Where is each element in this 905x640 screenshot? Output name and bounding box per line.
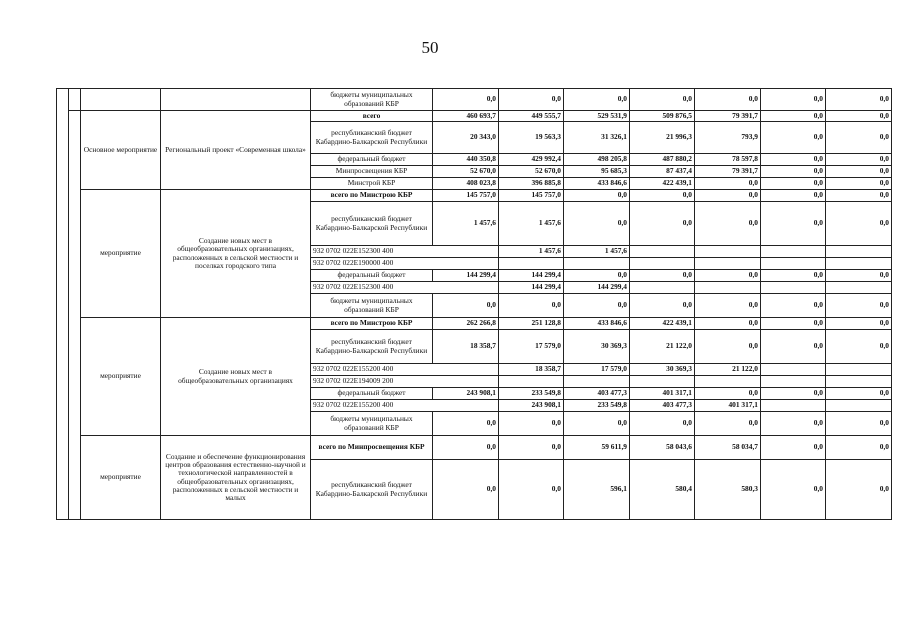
value-cell: 1 457,6 [499,246,564,258]
budget-code-cell: 932 0702 022E152300 400 [311,282,499,294]
value-cell: 580,3 [695,460,761,520]
value-cell: 0,0 [761,318,826,330]
value-cell: 0,0 [826,178,892,190]
value-cell: 0,0 [826,412,892,436]
value-cell: 243 908,1 [499,400,564,412]
event-type-cell: Основное мероприятие [81,111,161,190]
value-cell [761,364,826,376]
event-description-cell: Создание новых мест в общеобразовательных организациях [161,318,311,436]
value-cell: 17 579,0 [499,330,564,364]
value-cell [761,400,826,412]
funding-source-cell: республиканский бюджет Кабардино-Балкарской Республики [311,202,433,246]
value-cell [695,376,761,388]
value-cell: 0,0 [630,89,695,111]
value-cell: 0,0 [499,412,564,436]
value-cell: 145 757,0 [433,190,499,202]
value-cell: 79 391,7 [695,166,761,178]
value-cell [695,246,761,258]
value-cell: 79 391,7 [695,111,761,122]
value-cell: 401 317,1 [695,400,761,412]
value-cell: 498 205,8 [564,154,630,166]
value-cell: 0,0 [695,412,761,436]
value-cell: 449 555,7 [499,111,564,122]
value-cell: 0,0 [826,330,892,364]
value-cell: 144 299,4 [433,270,499,282]
value-cell: 0,0 [630,412,695,436]
value-cell [826,400,892,412]
funding-source-cell: федеральный бюджет [311,388,433,400]
value-cell: 19 563,3 [499,122,564,154]
value-cell: 95 685,3 [564,166,630,178]
value-cell: 403 477,3 [630,400,695,412]
value-cell: 58 043,6 [630,436,695,460]
value-cell: 52 670,0 [433,166,499,178]
value-cell: 0,0 [761,89,826,111]
value-cell: 0,0 [761,294,826,318]
value-cell [761,376,826,388]
value-cell: 0,0 [761,166,826,178]
value-cell: 433 846,6 [564,178,630,190]
value-cell [695,258,761,270]
value-cell: 144 299,4 [564,282,630,294]
budget-table [56,88,892,520]
value-cell: 433 846,6 [564,318,630,330]
budget-code-cell: 932 0702 022E190000 400 [311,258,499,270]
value-cell: 0,0 [761,388,826,400]
value-cell: 0,0 [564,89,630,111]
value-cell: 0,0 [761,178,826,190]
value-cell [564,376,630,388]
value-cell [695,282,761,294]
event-type-cell: мероприятие [81,436,161,520]
value-cell: 30 369,3 [630,364,695,376]
value-cell: 0,0 [761,122,826,154]
value-cell: 0,0 [499,294,564,318]
value-cell: 0,0 [564,412,630,436]
value-cell [630,282,695,294]
value-cell: 0,0 [695,318,761,330]
value-cell: 0,0 [433,436,499,460]
value-cell: 59 611,9 [564,436,630,460]
value-cell: 1 457,6 [564,246,630,258]
table-row [57,111,892,122]
value-cell: 0,0 [761,111,826,122]
value-cell [761,282,826,294]
value-cell [826,364,892,376]
value-cell: 580,4 [630,460,695,520]
value-cell [761,258,826,270]
value-cell: 20 343,0 [433,122,499,154]
value-cell: 0,0 [695,330,761,364]
value-cell [564,258,630,270]
value-cell: 408 023,8 [433,178,499,190]
value-cell: 243 908,1 [433,388,499,400]
event-description-cell: Создание и обеспечение функционирования центров образования естественно-научной и технологической направленностей в общеобразовательных организациях, расположенных в сельской местности и малых [161,436,311,520]
value-cell: 0,0 [761,460,826,520]
funding-source-cell: федеральный бюджет [311,270,433,282]
table-row [57,89,892,111]
value-cell: 0,0 [761,412,826,436]
value-cell [826,258,892,270]
value-cell: 144 299,4 [499,282,564,294]
funding-source-cell: бюджеты муниципальных образований КБР [311,294,433,318]
value-cell: 0,0 [761,202,826,246]
value-cell [630,258,695,270]
value-cell [761,246,826,258]
value-cell: 0,0 [564,270,630,282]
funding-source-cell: республиканский бюджет Кабардино-Балкарской Республики [311,122,433,154]
value-cell: 422 439,1 [630,318,695,330]
event-description-cell: Региональный проект «Современная школа» [161,111,311,190]
value-cell: 0,0 [695,294,761,318]
table-row [57,190,892,202]
value-cell: 0,0 [826,318,892,330]
desc-cell [161,89,311,111]
funding-source-cell: республиканский бюджет Кабардино-Балкарской Республики [311,330,433,364]
value-cell: 509 876,5 [630,111,695,122]
value-cell: 0,0 [695,202,761,246]
value-cell [499,376,564,388]
funding-source-cell: всего [311,111,433,122]
value-cell: 440 350,8 [433,154,499,166]
event-type-cell: мероприятие [81,318,161,436]
funding-source-cell: всего по Минпросвещения КБР [311,436,433,460]
funding-source-cell: республиканский бюджет Кабардино-Балкарской Республики [311,460,433,520]
value-cell: 0,0 [433,412,499,436]
budget-code-cell: 932 0702 022E152300 400 [311,246,499,258]
value-cell: 0,0 [761,154,826,166]
value-cell: 0,0 [826,460,892,520]
value-cell: 401 317,1 [630,388,695,400]
value-cell: 422 439,1 [630,178,695,190]
value-cell: 17 579,0 [564,364,630,376]
value-cell: 58 034,7 [695,436,761,460]
event-type-cell: мероприятие [81,190,161,318]
value-cell: 21 122,0 [695,364,761,376]
event-description-cell: Создание новых мест в общеобразовательных организациях, расположенных в сельской местности и поселках городского типа [161,190,311,318]
funding-source-cell: Минстрой КБР [311,178,433,190]
value-cell: 251 128,8 [499,318,564,330]
value-cell: 78 597,8 [695,154,761,166]
value-cell: 145 757,0 [499,190,564,202]
value-cell: 0,0 [761,190,826,202]
value-cell: 596,1 [564,460,630,520]
value-cell: 0,0 [630,270,695,282]
value-cell: 262 266,8 [433,318,499,330]
value-cell: 0,0 [826,190,892,202]
value-cell: 0,0 [761,436,826,460]
value-cell: 21 996,3 [630,122,695,154]
value-cell: 52 670,0 [499,166,564,178]
value-cell [630,376,695,388]
value-cell: 31 326,1 [564,122,630,154]
value-cell: 487 880,2 [630,154,695,166]
budget-code-cell: 932 0702 022E155200 400 [311,364,499,376]
value-cell: 0,0 [695,190,761,202]
value-cell: 0,0 [826,166,892,178]
value-cell: 0,0 [761,270,826,282]
value-cell: 0,0 [564,190,630,202]
value-cell: 0,0 [630,190,695,202]
value-cell: 0,0 [433,460,499,520]
value-cell: 403 477,3 [564,388,630,400]
value-cell: 0,0 [433,89,499,111]
funding-source-cell: всего по Минстрою КБР [311,190,433,202]
value-cell: 30 369,3 [564,330,630,364]
value-cell: 0,0 [499,460,564,520]
value-cell: 793,9 [695,122,761,154]
budget-code-cell: 932 0702 022E194009 200 [311,376,499,388]
value-cell: 18 358,7 [433,330,499,364]
funding-source-cell: федеральный бюджет [311,154,433,166]
value-cell: 87 437,4 [630,166,695,178]
value-cell: 0,0 [564,202,630,246]
value-cell: 460 693,7 [433,111,499,122]
value-cell: 0,0 [826,89,892,111]
margin-cell [69,89,81,111]
value-cell: 0,0 [826,270,892,282]
value-cell: 0,0 [826,122,892,154]
value-cell [826,376,892,388]
table-row [57,318,892,330]
value-cell: 0,0 [433,294,499,318]
value-cell: 429 992,4 [499,154,564,166]
value-cell: 0,0 [826,202,892,246]
value-cell [826,246,892,258]
margin-cell [69,111,81,520]
value-cell: 0,0 [826,154,892,166]
value-cell: 1 457,6 [433,202,499,246]
value-cell: 0,0 [630,294,695,318]
value-cell: 0,0 [630,202,695,246]
value-cell: 0,0 [826,436,892,460]
value-cell: 21 122,0 [630,330,695,364]
table-row [57,436,892,460]
value-cell: 0,0 [826,294,892,318]
page-number: 50 [421,38,439,57]
type-cell [81,89,161,111]
value-cell: 0,0 [564,294,630,318]
value-cell: 0,0 [826,388,892,400]
funding-source-cell: всего по Минстрою КБР [311,318,433,330]
value-cell: 0,0 [499,436,564,460]
value-cell: 0,0 [695,89,761,111]
value-cell: 0,0 [826,111,892,122]
value-cell: 233 549,8 [564,400,630,412]
margin-cell [57,89,69,520]
value-cell: 1 457,6 [499,202,564,246]
value-cell: 144 299,4 [499,270,564,282]
value-cell: 396 885,8 [499,178,564,190]
funding-source-cell: бюджеты муниципальных образований КБР [311,412,433,436]
budget-code-cell: 932 0702 022E155200 400 [311,400,499,412]
value-cell [826,282,892,294]
value-cell: 0,0 [761,330,826,364]
value-cell [499,258,564,270]
value-cell: 529 531,9 [564,111,630,122]
value-cell: 18 358,7 [499,364,564,376]
value-cell [630,246,695,258]
value-cell: 0,0 [499,89,564,111]
value-cell: 0,0 [695,270,761,282]
value-cell: 0,0 [695,388,761,400]
funding-source-cell: Минпросвещения КБР [311,166,433,178]
funding-source-cell: бюджеты муниципальных образований КБР [311,89,433,111]
value-cell: 0,0 [695,178,761,190]
value-cell: 233 549,8 [499,388,564,400]
